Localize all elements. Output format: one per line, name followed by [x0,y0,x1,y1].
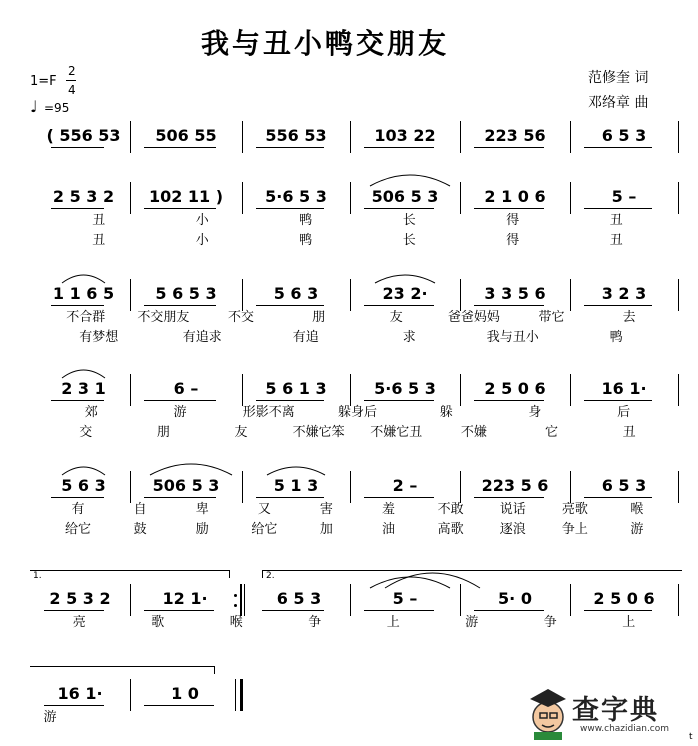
lyric-syllable: 高歌 [437,522,464,537]
slur [267,467,325,475]
lyric-syllable: 喉 [229,615,243,630]
slur [62,467,105,475]
lyric-syllable: 游 [43,710,57,725]
lyric-syllable: 游 [630,522,644,537]
lyric-syllable: 加 [319,522,333,537]
measure-notes: 23 2· [382,284,428,303]
time-signature-top: 2 [68,64,76,78]
lyric-syllable: 油 [382,522,396,537]
lyric-syllable: 羞 [382,502,396,517]
lyric-syllable: 有追 [292,330,319,345]
measure-notes: 5 1 3 [273,476,319,495]
lyric-syllable: 友 [234,425,248,440]
measure-notes: 1 0 [171,684,199,703]
lyric-syllable: 不嫌 [460,425,487,440]
composer-credit: 邓络章 曲 [588,95,649,111]
lyric-syllable: 不嫌它笨 [292,425,345,440]
measure-notes: 506 5 3 [152,476,220,495]
lyric-syllable: 上 [622,615,636,630]
measure-notes: 506 55 [155,126,217,145]
chazidian-logo-url: www.chazidian.com [580,724,670,734]
lyric-syllable: 交 [79,425,93,440]
volta-label-2: 2. [266,571,275,581]
measure-notes: 3 2 3 [601,284,647,303]
measure-notes: 2 5 3 2 [49,589,111,608]
measure-notes: 5 – [392,589,418,608]
lyric-syllable: 去 [622,310,636,325]
lyric-syllable: 不嫌它丑 [370,425,423,440]
measure-notes: ( 556 53 [46,126,121,145]
measure-notes: 5 6 1 3 [265,379,327,398]
measure-notes: 1 1 6 5 [52,284,115,303]
lyric-syllable: 得 [506,213,520,228]
lyric-syllable: 郊 [84,405,98,420]
lyric-syllable: 丑 [92,213,106,228]
lyric-syllable: 躲 [439,405,453,420]
slur [62,275,105,283]
lyric-syllable: 上 [386,615,400,630]
lyric-syllable: 有追求 [182,330,222,345]
lyric-syllable: 求 [402,330,416,345]
slur [62,370,105,378]
lyric-syllable: 带它 [538,310,565,325]
slur [375,275,435,283]
measure-notes: 2 5 0 6 [484,379,546,398]
lyricist-credit: 范修奎 词 [588,70,649,86]
lyric-syllable: 身 [528,405,542,420]
measure-notes: 6 – [173,379,199,398]
lyric-syllable: 不合群 [66,310,106,325]
quarter-note-icon: ♩ [30,97,38,116]
measure-notes: 5 6 3 [273,284,319,303]
measure-notes: 16 1· [57,684,103,703]
lyric-syllable: 小 [195,233,209,248]
measure-notes: 2 1 0 6 [484,187,546,206]
measure-notes: 6 5 3 [601,126,647,145]
time-signature-bottom: 4 [68,83,76,97]
volta-label-1: 1. [33,571,42,581]
song-title: 我与丑小鸭交朋友 [200,27,449,60]
measure-notes: 5 6 5 3 [155,284,217,303]
lyric-syllable: 长 [402,213,416,228]
slur [150,464,232,475]
lyric-syllable: 得 [506,233,520,248]
lyric-syllable: 卑 [195,502,209,517]
lyric-syllable: 游 [465,615,479,630]
lyric-syllable: 害 [319,502,333,517]
measure-notes: 2 5 0 6 [593,589,655,608]
lyric-syllable: 鼓 [133,522,147,537]
lyric-syllable: 爸爸妈妈 [447,310,500,325]
measure-notes: 5· 0 [498,589,532,608]
measure-notes: 2 – [392,476,418,495]
lyric-syllable: 不交 [228,310,255,325]
measure-notes: 506 5 3 [371,187,439,206]
watermark-trailing-letter: t [689,732,693,742]
measure-notes: 2 5 3 2 [52,187,115,206]
lyric-syllable: 给它 [65,522,92,537]
lyric-syllable: 它 [545,425,559,440]
key-signature: 1=F [30,74,57,89]
measure-notes: 6 5 3 [276,589,322,608]
lyric-syllable: 励 [195,522,209,537]
lyric-syllable: 我与丑小 [486,330,539,345]
lyric-syllable: 丑 [609,213,623,228]
measure-notes: 5·6 5 3 [265,187,327,206]
lyric-syllable: 友 [389,310,403,325]
measure-notes: 5 – [611,187,637,206]
lyric-syllable: 有梦想 [79,330,119,345]
lyric-syllable: 游 [173,405,187,420]
measure-notes: 2 3 1 [61,379,106,398]
lyric-syllable: 又 [257,502,271,517]
lyric-syllable: 自 [133,502,147,517]
lyric-syllable: 长 [402,233,416,248]
lyric-syllable: 后 [617,405,631,420]
lyric-syllable: 争上 [561,522,588,537]
tempo-marking: =95 [44,101,70,115]
lyric-syllable: 躲身后 [337,405,378,420]
lyric-syllable: 朋 [312,310,326,325]
measure-notes: 3 3 5 6 [484,284,546,303]
lyric-syllable: 丑 [609,233,623,248]
lyric-syllable: 不交朋友 [137,310,190,325]
measure-notes: 103 22 [374,126,436,145]
slur [370,175,450,186]
measure-notes: 16 1· [601,379,647,398]
lyric-syllable: 逐浪 [499,522,526,537]
lyric-syllable: 说话 [499,502,526,517]
lyric-syllable: 争 [308,615,322,630]
lyric-syllable: 亮歌 [561,502,588,517]
measure-notes: 6 5 3 [601,476,647,495]
chazidian-logo-text: 查字典 [572,695,659,726]
lyric-syllable: 给它 [251,522,278,537]
lyric-syllable: 丑 [622,425,636,440]
lyric-syllable: 小 [195,213,209,228]
lyric-syllable: 鸭 [299,213,313,228]
lyric-syllable: 喉 [630,502,644,517]
measure-notes: 12 1· [162,589,208,608]
lyric-syllable: 争 [543,615,557,630]
lyric-syllable: 亮 [72,615,86,630]
measure-notes: 556 53 [265,126,327,145]
lyric-syllable: 朋 [156,425,170,440]
lyric-syllable: 鸭 [609,330,623,345]
lyric-syllable: 鸭 [299,233,313,248]
lyric-syllable: 有 [71,502,85,517]
measure-notes: 223 5 6 [481,476,549,495]
lyric-syllable: 丑 [92,233,106,248]
measure-notes: 5·6 5 3 [374,379,436,398]
slur [370,577,450,588]
measure-notes: 223 56 [484,126,546,145]
measure-notes: 5 6 3 [61,476,106,495]
lyric-syllable: 形影不离 [242,405,295,420]
lyric-syllable: 不敢 [437,502,464,517]
lyric-syllable: 歌 [151,615,165,630]
measure-notes: 102 11 ) [148,187,224,206]
